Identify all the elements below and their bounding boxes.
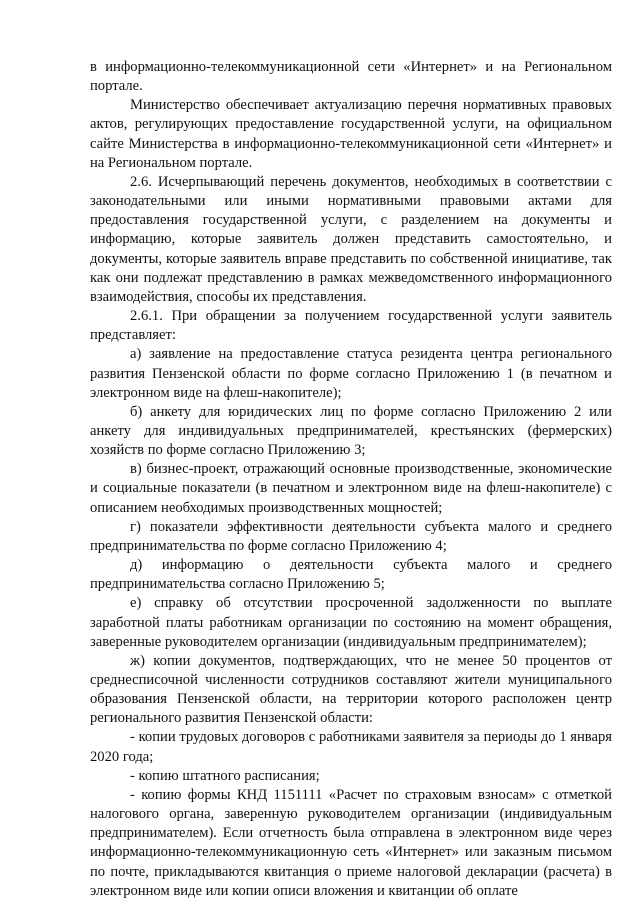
list-item-a: а) заявление на предоставление статуса резидента центра регионального развития Пензенской области по форме согласно Приложению 1 (в печатном и электронном виде на флеш-накопителе); — [90, 346, 612, 401]
paragraph: Министерство обеспечивает актуализацию перечня нормативных правовых актов, регулирующих предоставление государственной услуги, на официальном сайте Министерства в информационно-телекоммуникационной сети «Интернет» и на Региональном портале. — [90, 97, 612, 171]
list-item-zh: ж) копии документов, подтверждающих, что не менее 50 процентов от среднесписочной численности сотрудников составляют жители муниципального образования Пензенской области, на территории которого расположен центр регионального развития Пензенской области: — [90, 652, 612, 727]
subsection-paragraph: 2.6.1. При обращении за получением государственной услуги заявитель представляет: — [90, 308, 612, 344]
paragraph: в информационно-телекоммуникационной сети «Интернет» и на Региональном портале. — [90, 59, 612, 95]
dash-item-employment-contracts: - копии трудовых договоров с работниками заявителя за периоды до 1 января 2020 года; — [90, 729, 612, 765]
dash-item-knd-form: - копию формы КНД 1151111 «Расчет по страховым взносам» с отметкой налогового органа, заверенную руководителем организации (индивидуальным предпринимателем). Если отчетность была отправлена в электронном виде через информационно-телекоммуникационную сеть «Интернет» или заказным письмом по почте, прикладываются квитанция о приеме налоговой декларации (расчета) в электронном виде или копии описи вложения и квитанции об оплате — [90, 786, 612, 899]
dash-item-staff-schedule: - копию штатного расписания; — [130, 767, 320, 784]
list-item-v: в) бизнес-проект, отражающий основные производственные, экономические и социальные показатели (в печатном и электронном виде на флеш-накопителе) с описанием необходимых производственных мощностей; — [90, 461, 612, 516]
list-item-b: б) анкету для юридических лиц по форме согласно Приложению 2 или анкету для индивидуальных предпринимателей, крестьянских (фермерских) хозяйств по форме согласно Приложению 3; — [90, 403, 612, 459]
section-heading-paragraph: 2.6. Исчерпывающий перечень документов, необходимых в соответствии с законодательными или иными нормативными правовыми актами для предоставления государственной услуги, с разделением на документы и информацию, которые заявитель должен представить самостоятельно, и документы, которые заявитель вправе представить по собственной инициативе, так как они подлежат представлению в рамках межведомственного информационного взаимодействия, способы их представления. — [90, 173, 612, 305]
list-item-g: г) показатели эффективности деятельности субъекта малого и среднего предпринимательства по форме согласно Приложению 4; — [90, 518, 612, 554]
list-item-d: д) информацию о деятельности субъекта малого и среднего предпринимательства согласно Приложению 5; — [90, 557, 612, 593]
list-item-e: е) справку об отсутствии просроченной задолженности по выплате заработной платы работникам организации по состоянию на момент обращения, заверенные руководителем организации (индивидуальным предпринимателем); — [90, 595, 612, 650]
document-body — [90, 58, 612, 901]
